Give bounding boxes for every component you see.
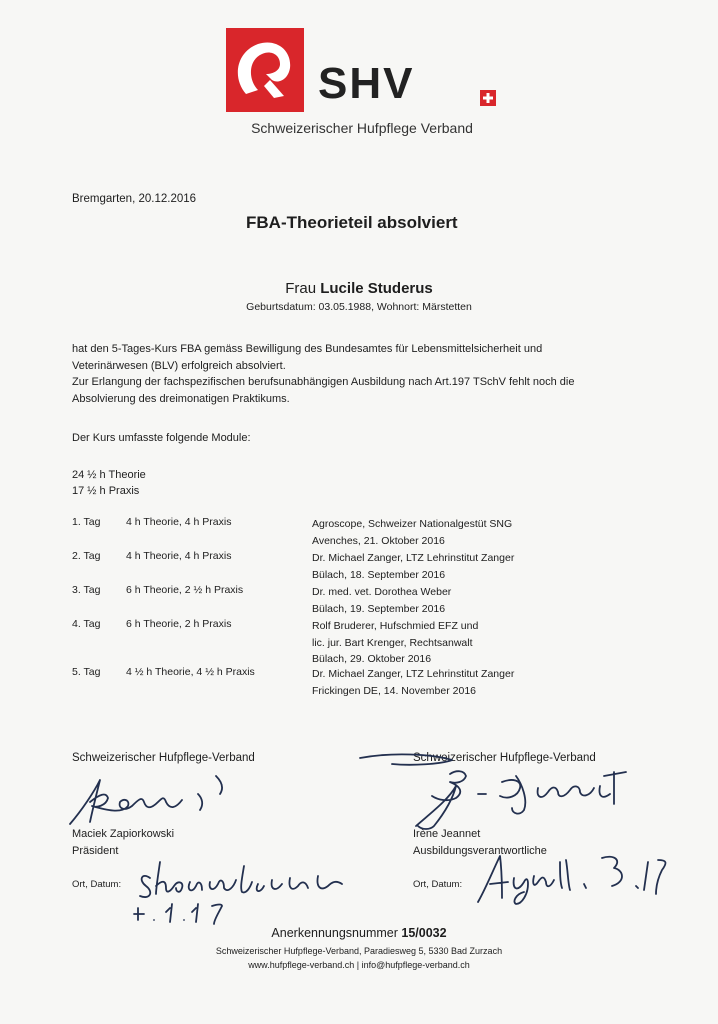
day-location-line: Dr. Michael Zanger, LTZ Lehrinstitut Zanger: [312, 552, 515, 564]
body-line: Veterinärwesen (BLV) erfolgreich absolviert.: [72, 359, 286, 372]
left-signer: [72, 826, 174, 859]
day-label: 2. Tag: [72, 550, 101, 562]
day-label: 5. Tag: [72, 666, 101, 678]
day-location: [312, 584, 451, 617]
footer-web-contact: www.hufpflege-verband.ch | info@hufpflege-verband.ch: [248, 960, 470, 970]
total-practice: 17 ½ h Praxis: [72, 485, 140, 497]
day-location-line: Bülach, 29. Oktober 2016: [312, 653, 432, 665]
day-location: [312, 618, 478, 668]
left-handwritten-place-date: [132, 858, 348, 930]
right-signature-image: [352, 746, 642, 836]
day-location-line: Rolf Bruderer, Hufschmied EFZ und: [312, 620, 479, 632]
recipient-details: Geburtsdatum: 03.05.1988, Wohnort: Märstetten: [246, 301, 472, 313]
day-location: [312, 516, 512, 549]
footer-address: Schweizerischer Hufpflege-Verband, Paradiesweg 5, 5330 Bad Zurzach: [215, 946, 503, 956]
day-hours: 4 ½ h Theorie, 4 ½ h Praxis: [126, 666, 255, 678]
day-location-line: lic. jur. Bart Krenger, Rechtsanwalt: [312, 636, 473, 649]
logo-subtitle: Schweizerischer Hufpflege Verband: [251, 120, 473, 136]
total-theory: 24 ½ h Theorie: [72, 469, 146, 481]
day-hours: 6 h Theorie, 2 ½ h Praxis: [126, 584, 244, 596]
day-location-line: Dr. Michael Zanger, LTZ Lehrinstitut Zanger: [312, 668, 515, 680]
horseshoe-logo-icon: [226, 28, 304, 112]
left-signature-org: [72, 752, 255, 764]
day-hours: 6 h Theorie, 2 h Praxis: [126, 618, 232, 630]
right-signer-role: Ausbildungsverantwortliche: [413, 844, 547, 857]
recognition-number: [0, 926, 718, 940]
left-signer-name: Maciek Zapiorkowski: [72, 828, 175, 840]
left-place-date-label: Ort, Datum:: [72, 879, 122, 890]
signature-org: Schweizerischer Hufpflege-Verband: [72, 752, 255, 764]
total-hours: [72, 467, 146, 499]
day-location: [312, 666, 514, 699]
modules-intro: Der Kurs umfasste folgende Module:: [72, 432, 251, 444]
body-line: Zur Erlangung der fachspezifischen berufsunabhängigen Ausbildung nach Art.197 TSchV fehlt noch die: [72, 376, 575, 388]
day-location-line: Bülach, 19. September 2016: [312, 602, 446, 615]
salutation: Frau: [285, 280, 317, 297]
day-location-line: Bülach, 18. September 2016: [312, 568, 446, 581]
right-place-date-label: Ort, Datum:: [413, 879, 463, 890]
right-signer-name: Irène Jeannet: [413, 828, 481, 840]
document-title: FBA-Theorieteil absolviert: [246, 213, 458, 232]
day-location-line: Frickingen DE, 14. November 2016: [312, 684, 476, 697]
logo-name: SHV: [318, 59, 415, 108]
body-paragraph: [72, 341, 632, 407]
recipient-full-name: Lucile Studerus: [320, 280, 433, 297]
left-signature-image: [66, 772, 236, 828]
day-hours: 4 h Theorie, 4 h Praxis: [126, 516, 232, 528]
day-label: 1. Tag: [72, 516, 101, 528]
signature-org: Schweizerischer Hufpflege-Verband: [413, 752, 596, 764]
day-label: 3. Tag: [72, 584, 101, 596]
recipient-name: [0, 280, 718, 297]
day-label: 4. Tag: [72, 618, 101, 630]
day-location: [312, 550, 514, 583]
place-date: Bremgarten, 20.12.2016: [72, 193, 197, 205]
shv-logo: [226, 28, 506, 138]
day-location-line: Agroscope, Schweizer Nationalgestüt SNG: [312, 518, 513, 530]
body-line: Absolvierung des dreimonatigen Praktikums.: [72, 392, 290, 405]
day-location-line: Dr. med. vet. Dorothea Weber: [312, 586, 452, 598]
day-location-line: Avenches, 21. Oktober 2016: [312, 534, 445, 547]
swiss-cross-icon: [480, 90, 496, 106]
right-handwritten-place-date: [472, 848, 668, 910]
left-signer-role: Präsident: [72, 844, 119, 857]
body-line: hat den 5-Tages-Kurs FBA gemäss Bewilligung des Bundesamtes für Lebensmittelsicherheit und: [72, 343, 543, 355]
day-hours: 4 h Theorie, 4 h Praxis: [126, 550, 232, 562]
recognition-label: Anerkennungsnummer: [271, 926, 398, 940]
recognition-value: 15/0032: [401, 926, 447, 940]
